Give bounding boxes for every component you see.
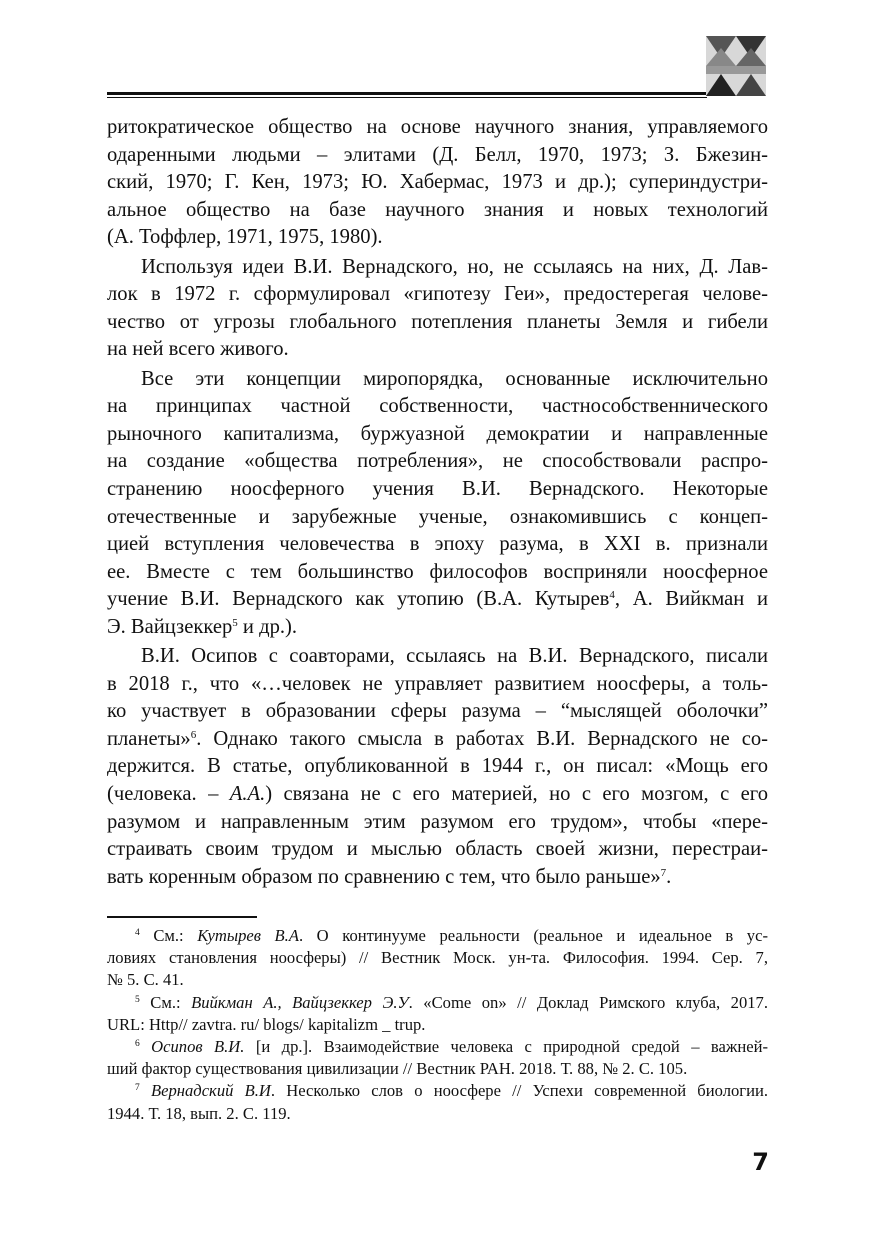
- text-segment: вать коренным образом по сравнению с тем, что было раньше»: [107, 865, 661, 888]
- paragraph: [107, 643, 768, 891]
- footnote: [107, 992, 768, 1036]
- footnote-line: [107, 992, 768, 1014]
- footnote-separator: [107, 916, 257, 918]
- footnote-line: [107, 925, 768, 947]
- footnote-ref[interactable]: 5: [135, 994, 140, 1005]
- text-line: [107, 836, 768, 864]
- text-line: [107, 421, 768, 449]
- text-segment: URL: Http// zavtra. ru/ blogs/ kapitalizm _ trup.: [107, 1014, 426, 1034]
- italic-text: Кутырев В.А: [197, 926, 299, 945]
- text-segment: . Несколько слов о ноосфере // Успехи современной биологии.: [270, 1081, 768, 1101]
- text-segment: Все эти концепции миропорядка, основанные исключительно: [141, 367, 768, 390]
- text-line: [107, 169, 768, 197]
- paragraph: [107, 366, 768, 642]
- italic-text: Вийкман А., Вайцзеккер Э.У: [191, 992, 409, 1012]
- page-number: 7: [752, 1148, 769, 1176]
- text-line: [107, 309, 768, 337]
- text-segment: планеты»: [107, 727, 191, 750]
- text-segment: ритократическое общество на основе научного знания, управляемого: [107, 116, 768, 138]
- text-line: [107, 586, 768, 614]
- text-segment: [140, 1037, 151, 1056]
- footnote-ref[interactable]: 6: [135, 1039, 140, 1050]
- footnote-line: [107, 1103, 768, 1125]
- footnote-ref[interactable]: 7: [660, 866, 667, 879]
- text-line: [107, 753, 768, 781]
- text-segment: в 2018 г., что «…человек не управляет развитием ноосферы, а толь-: [107, 672, 768, 695]
- text-segment: разумом и направленным этим разумом его трудом», чтобы «пере-: [107, 810, 768, 833]
- footnotes: [107, 925, 768, 1125]
- footnote-line: [107, 969, 768, 991]
- text-line: [107, 393, 768, 421]
- text-segment: учение В.И. Вернадского как утопию (В.А. Кутырев: [107, 588, 610, 611]
- text-line: [107, 281, 768, 309]
- text-line: [107, 809, 768, 837]
- text-line: [107, 698, 768, 726]
- text-line: [107, 864, 768, 892]
- footnote-line: [107, 1080, 768, 1102]
- text-segment: .: [666, 865, 672, 888]
- text-segment: В.И. Осипов с соавторами, ссылаясь на В.И. Вернадского, писали: [141, 645, 768, 668]
- text-line: [107, 559, 768, 587]
- header-ornament-icon: [706, 36, 766, 96]
- header-rule: [107, 92, 707, 95]
- text-segment: ) связана не с его материей, но с его мозгом, с его: [265, 783, 768, 806]
- text-line: [107, 224, 768, 252]
- italic-text: Осипов В.И.: [151, 1037, 245, 1057]
- text-segment: Э. Вайцзеккер: [107, 615, 233, 638]
- paragraph: [107, 114, 768, 252]
- text-segment: держится. В статье, опубликованной в 1944 г., он писал: «Мощь его: [107, 755, 768, 778]
- footnote-ref[interactable]: 6: [190, 728, 197, 741]
- text-line: [107, 142, 768, 170]
- text-segment: ловиях становления ноосферы) // Вестник Моск. ун-та. Философия. 1994. Сер. 7,: [107, 948, 768, 968]
- text-segment: (А. Тоффлер, 1971, 1975, 1980).: [107, 226, 383, 249]
- footnote-line: [107, 1058, 768, 1080]
- footnote-line: [107, 1014, 768, 1036]
- text-segment: и др.).: [237, 615, 298, 638]
- text-segment: одаренными людьми – элитами (Д. Белл, 1970, 1973; З. Бжезин-: [107, 143, 768, 166]
- text-line: [107, 643, 768, 671]
- footnote-ref[interactable]: 5: [232, 616, 238, 629]
- body-text: [107, 114, 768, 893]
- text-segment: 1944. Т. 18, вып. 2. С. 119.: [107, 1103, 291, 1123]
- text-line: [107, 197, 768, 225]
- footnote: [107, 1080, 768, 1124]
- footnote: [107, 1036, 768, 1080]
- text-segment: См.:: [139, 992, 192, 1012]
- italic-text: А.А.: [229, 783, 266, 806]
- text-segment: на создание «общества потребления», не способствовали распро-: [107, 450, 768, 473]
- text-segment: . «Come on» // Доклад Римского клуба, 2017.: [408, 992, 768, 1012]
- text-line: [107, 726, 768, 754]
- text-segment: [и др.]. Взаимодействие человека с природной средой – важней-: [244, 1037, 768, 1057]
- text-segment: . О континууме реальности (реальное и идеальное в ус-: [298, 926, 768, 945]
- text-line: [107, 476, 768, 504]
- text-segment: См.:: [139, 926, 198, 945]
- text-segment: рыночного капитализма, буржуазной демократии и направленные: [107, 422, 768, 445]
- text-segment: Используя идеи В.И. Вернадского, но, не ссылаясь на них, Д. Лав-: [141, 255, 768, 278]
- text-line: [107, 254, 768, 282]
- text-segment: . Однако такого смысла в работах В.И. Вернадского не со-: [196, 727, 768, 750]
- footnote-line: [107, 1036, 768, 1058]
- text-segment: [140, 1081, 151, 1100]
- text-segment: лок в 1972 г. сформулировал «гипотезу Геи», предостерегая челове-: [107, 283, 768, 306]
- text-segment: ко участвует в образовании сферы разума – “мыслящей оболочки”: [107, 700, 768, 723]
- text-segment: чество от угрозы глобального потепления планеты Земля и гибели: [107, 310, 768, 333]
- text-line: [107, 366, 768, 394]
- text-line: [107, 614, 768, 642]
- text-segment: на принципах частной собственности, частнособственнического: [107, 395, 768, 418]
- text-line: [107, 448, 768, 476]
- text-segment: (человека. –: [107, 783, 230, 806]
- text-segment: альное общество на базе научного знания и новых технологий: [107, 198, 768, 221]
- footnote-ref[interactable]: 4: [609, 589, 615, 602]
- text-line: [107, 336, 768, 364]
- text-line: [107, 531, 768, 559]
- text-segment: ший фактор существования цивилизации // Вестник РАН. 2018. Т. 88, № 2. С. 105.: [107, 1059, 688, 1079]
- text-segment: ее. Вместе с тем большинство философов восприняли ноосферное: [107, 560, 768, 583]
- footnote-line: [107, 947, 768, 969]
- text-line: [107, 114, 768, 142]
- text-line: [107, 781, 768, 809]
- text-segment: цией вступления человечества в эпоху разума, в XXI в. признали: [107, 533, 768, 556]
- footnote: [107, 925, 768, 992]
- header-rule-thin: [107, 97, 707, 98]
- text-segment: № 5. С. 41.: [107, 970, 184, 990]
- paragraph: [107, 254, 768, 364]
- text-line: [107, 504, 768, 532]
- italic-text: Вернадский В.И: [150, 1081, 271, 1101]
- footnote-ref[interactable]: 7: [135, 1083, 140, 1094]
- text-segment: , А. Вийкман и: [614, 588, 768, 611]
- text-segment: странению ноосферного учения В.И. Вернадского. Некоторые: [107, 477, 768, 500]
- text-segment: ский, 1970; Г. Кен, 1973; Ю. Хабермас, 1973 и др.); супериндустри-: [107, 171, 768, 194]
- footnote-ref[interactable]: 4: [135, 928, 140, 938]
- text-segment: отечественные и зарубежные ученые, ознакомившись с концеп-: [107, 505, 768, 528]
- text-line: [107, 671, 768, 699]
- text-segment: на ней всего живого.: [107, 338, 289, 361]
- text-segment: страивать своим трудом и мыслью область своей жизни, перестраи-: [107, 838, 768, 861]
